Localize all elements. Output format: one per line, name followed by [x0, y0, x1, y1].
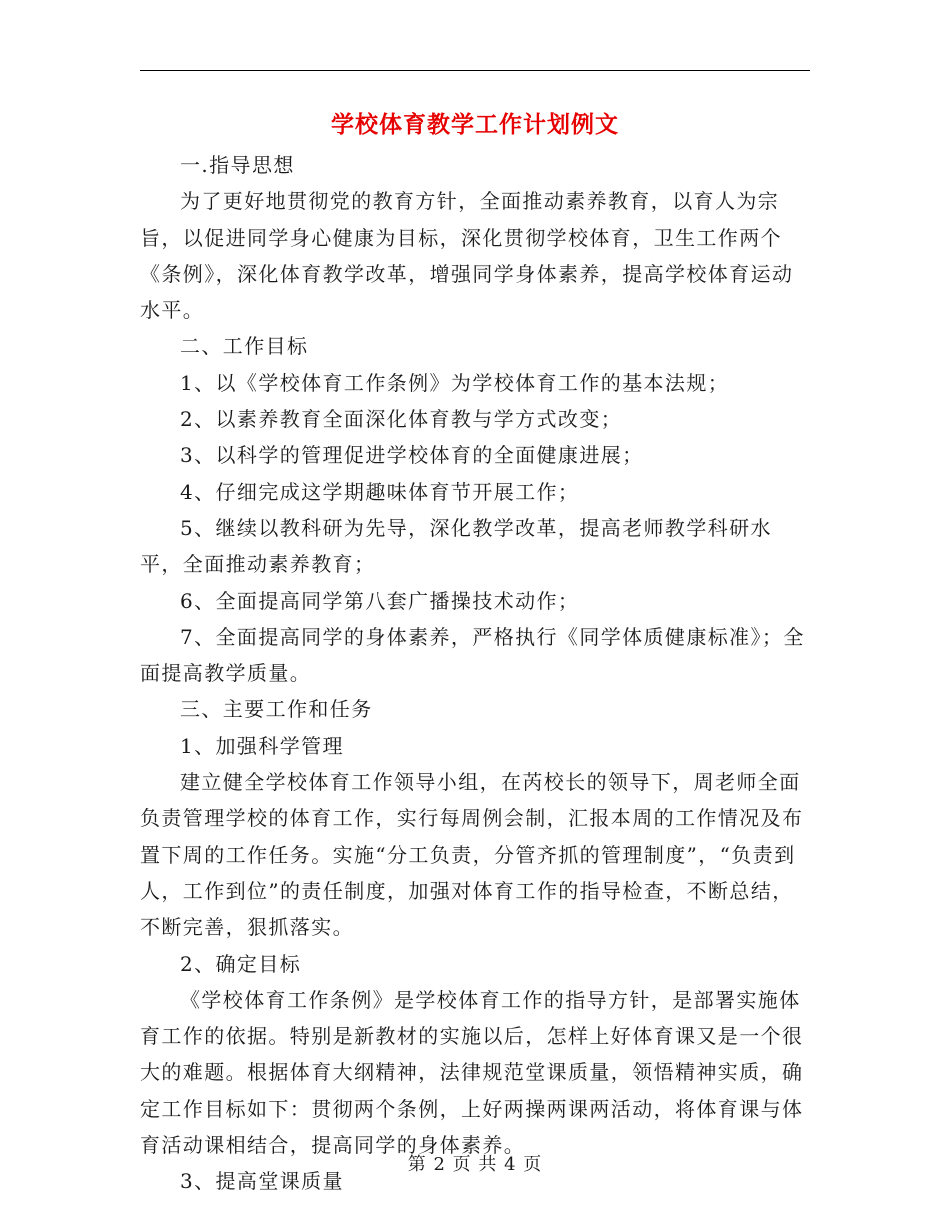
document-body: [140, 147, 812, 1200]
paragraph-management: 建立健全学校体育工作领导小组，在芮校长的领导下，周老师全面负责管理学校的体育工作，实行每周例会制，汇报本周的工作情况及布置下周的工作任务。实施“分工负责，分管齐抓的管理制度”，“负责到人，工作到位”的责任制度，加强对体育工作的指导检查，不断总结，不断完善，狠抓落实。: [140, 770, 804, 940]
goal-item-1: 1、以《学校体育工作条例》为学校体育工作的基本法规；: [180, 370, 730, 395]
section-heading-main-tasks: 三、主要工作和任务: [180, 697, 373, 722]
paragraph-guiding-ideology: 为了更好地贯彻党的教育方针，全面推动素养教育，以育人为宗旨，以促进同学身心健康为目标，深化贯彻学校体育，卫生工作两个《条例》，深化体育教学改革，增强同学身体素养，提高学校体育运动水平。: [140, 189, 794, 323]
page-number-footer: 第 2 页 共 4 页: [407, 1154, 543, 1175]
subheading-goals: 2、确定目标: [180, 951, 302, 976]
header-rule: [140, 70, 810, 71]
goal-item-6: 6、全面提高同学第八套广播操技术动作；: [180, 588, 580, 613]
document-title: 学校体育教学工作计划例文: [331, 112, 619, 138]
goal-item-3: 3、以科学的管理促进学校体育的全面健康进展；: [180, 443, 644, 468]
subheading-management: 1、加强科学管理: [180, 733, 344, 758]
goal-item-2: 2、以素养教育全面深化体育教与学方式改变；: [180, 407, 623, 432]
subheading-class-quality: 3、提高堂课质量: [180, 1169, 344, 1194]
goal-item-7: 7、全面提高同学的身体素养，严格执行《同学体质健康标准》；全面提高教学质量。: [140, 624, 805, 686]
section-heading-guiding-ideology: 一.指导思想: [180, 153, 295, 177]
goal-item-5: 5、继续以教科研为先导，深化教学改革，提高老师教学科研水平，全面推动素养教育；: [140, 515, 772, 577]
paragraph-goals: 《学校体育工作条例》是学校体育工作的指导方针，是部署实施体育工作的依据。特别是新教材的实施以后，怎样上好体育课又是一个很大的难题。根据体育大纲精神，法律规范堂课质量，领悟精神实质，确定工作目标如下：贯彻两个条例，上好两操两课两活动，将体育课与体育活动课相结合，提高同学的身体素养。: [140, 987, 804, 1158]
section-heading-work-goals: 二、工作目标: [180, 334, 309, 359]
goal-item-4: 4、仔细完成这学期趣味体育节开展工作；: [180, 479, 580, 504]
